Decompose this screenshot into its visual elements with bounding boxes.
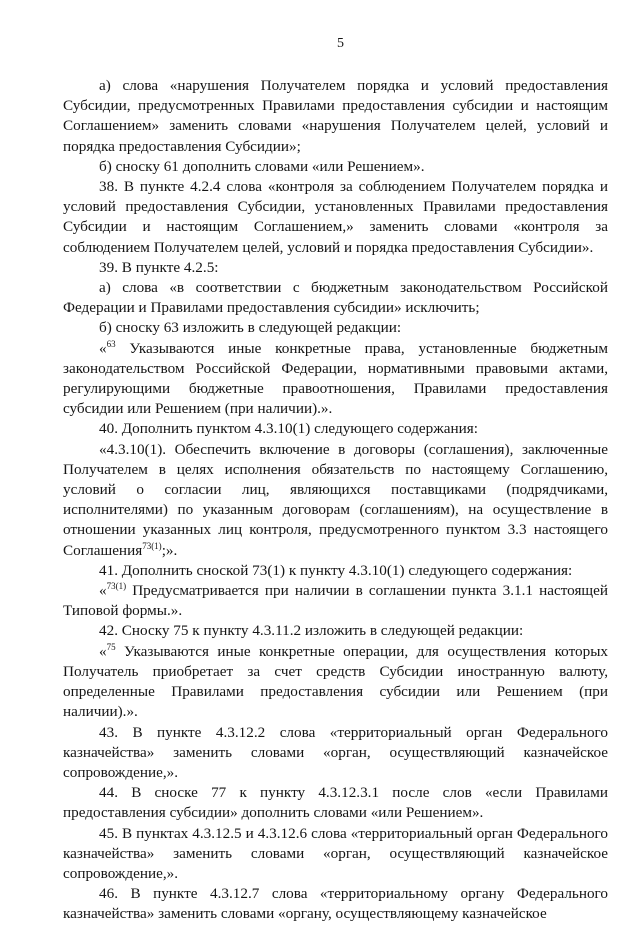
paragraph-46: 46. В пункте 4.3.12.7 слова «территориальному органу Федерального казначейства» заменить словами «органу, осуществляющему казначейское (63, 885, 608, 923)
paragraph-39a: а) слова «в соответствии с бюджетным законодательством Российской Федерации и Правилами предоставления субсидии» исключить; (63, 279, 608, 317)
footnote-marker: 75 (106, 641, 116, 652)
footnote-marker: 63 (106, 338, 116, 349)
clause-4-3-10-1: «4.3.10(1). Обеспечить включение в договоры (соглашения), заключенные Получателем в целях исполнения обязательств по настоящему Соглашению, условий о согласии лиц, являющихся поставщиками (подрядчиками, исполнителями) по указанным договорам (соглашениям), на осуществление в отношении указанных лиц контроля, предусмотренного пунктом 3.3 настоящего Соглашения$^{73(1)}$;». (63, 440, 608, 559)
paragraph-40: 40. Дополнить пунктом 4.3.10(1) следующего содержания: (99, 420, 478, 438)
paragraph-43: 43. В пункте 4.3.12.2 слова «территориальный орган Федерального казначейства» заменить словами «орган, осуществляющий казначейское сопровождение,». (63, 723, 608, 781)
paragraph-37b: б) сноску 61 дополнить словами «или Решением». (99, 157, 425, 175)
paragraph-41: 41. Дополнить сноской 73(1) к пункту 4.3.10(1) следующего содержания: (99, 561, 573, 579)
paragraph-44: 44. В сноске 77 к пункту 4.3.12.3.1 после слов «если Правилами предоставления субсидии» дополнить словами «или Решением». (63, 784, 608, 822)
paragraph-39: 39. В пункте 4.2.5: (99, 258, 219, 276)
paragraph-42: 42. Сноску 75 к пункту 4.3.11.2 изложить в следующей редакции: (99, 622, 524, 640)
paragraph-38: 38. В пункте 4.2.4 слова «контроля за соблюдением Получателем порядка и условий предоставления Субсидии, установленных Правилами предоставления Субсидии и настоящим Соглашением,» заменить словами «контроля за соблюдением Получателем целей, условий и порядка предоставления Субсидии». (63, 178, 608, 256)
paragraph-37a: а) слова «нарушения Получателем порядка и условий предоставления Субсидии, предусмотренных Правилами предоставления субсидии и настоящим Соглашением» заменить словами «нарушения Получателем целей, условий и порядка предоставления Субсидии»; (63, 77, 608, 155)
footnote-marker: 73(1) (106, 581, 127, 592)
footnote-73-1-text: «$^{73(1)}$ Предусматривается при наличии в соглашении пункта 3.1.1 настоящей Типовой формы.». (63, 581, 608, 620)
page-number: 5 (337, 36, 344, 51)
paragraph-39b: б) сноску 63 изложить в следующей редакции: (99, 319, 402, 337)
footnote-marker: 73(1) (142, 540, 162, 551)
footnote-75-text: «$^{75}$ Указываются иные конкретные операции, для осуществления которых Получатель приобретает за счет средств Субсидии иностранную валюту, определенные Правилами предоставления субсидии или Решением (при наличии).». (63, 641, 608, 721)
document-body (63, 76, 608, 925)
paragraph-45: 45. В пунктах 4.3.12.5 и 4.3.12.6 слова «территориальный орган Федерального казначейства» заменить словами «орган, осуществляющий казначейское сопровождение,». (63, 824, 608, 882)
footnote-63-text: «$^{63}$ Указываются иные конкретные права, установленные бюджетным законодательством Российской Федерации, нормативными правовыми актами, регулирующими бюджетные правоотношения, Правилами предоставления субсидии или Решением (при наличии).». (63, 338, 608, 418)
